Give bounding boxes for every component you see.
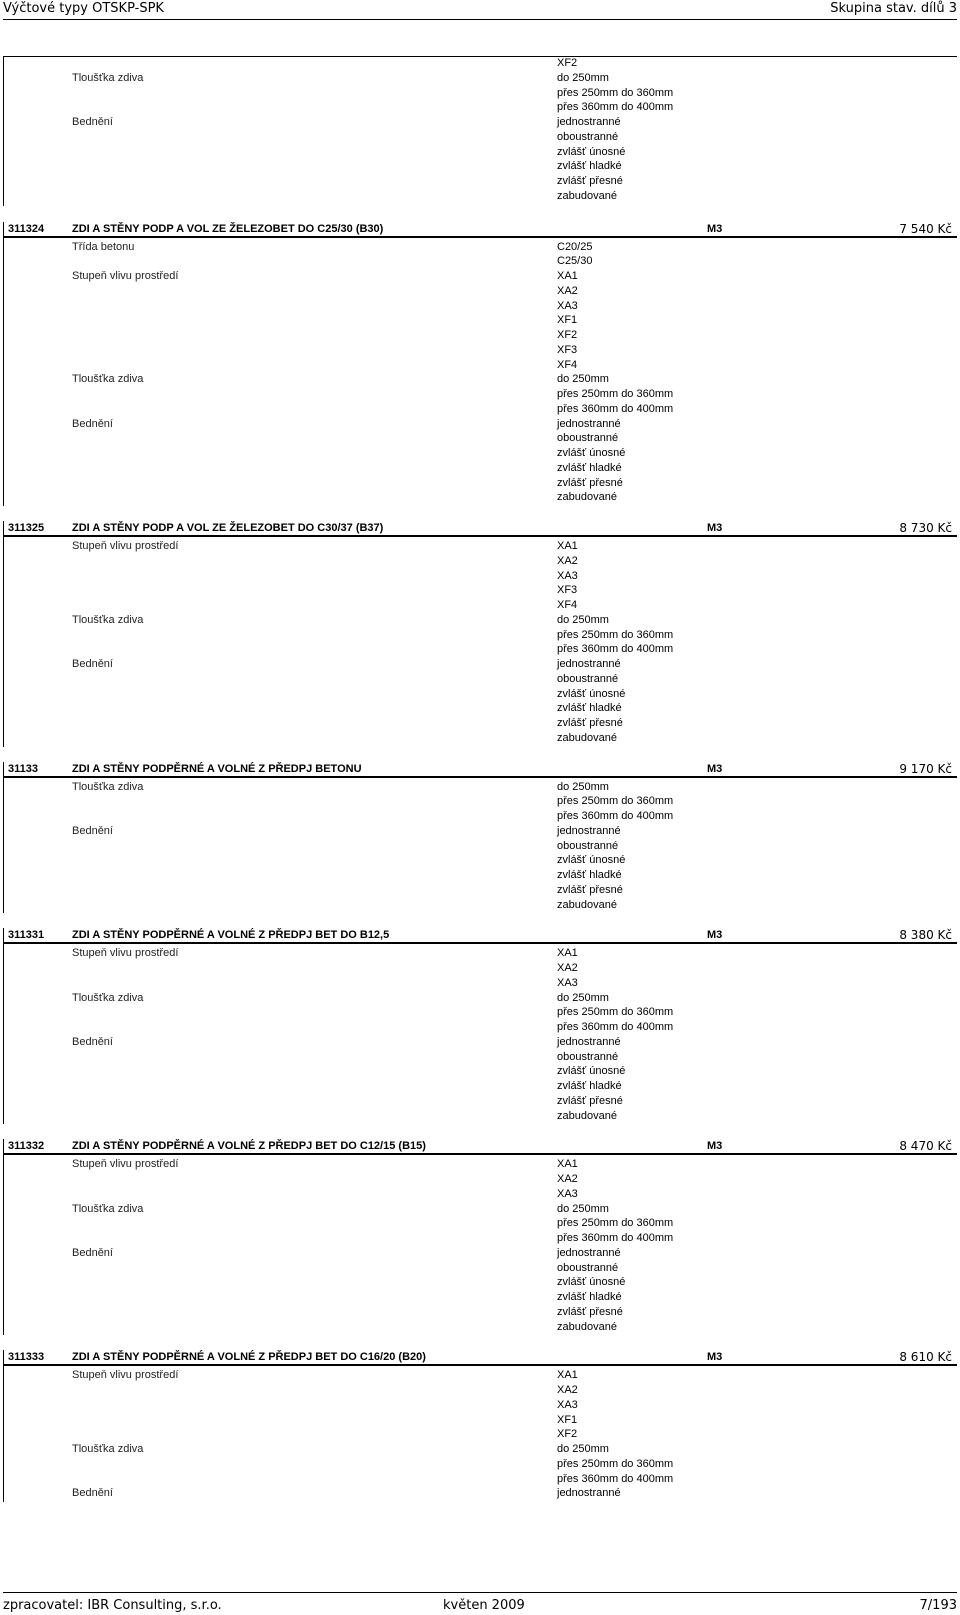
parameter-option: zvlášť přesné — [557, 175, 623, 187]
parameter-option: XA3 — [557, 299, 578, 312]
item-unit: M3 — [707, 1351, 723, 1364]
parameter-option: zabudované — [557, 731, 617, 744]
parameter-option: XA2 — [557, 1173, 578, 1185]
item-title: ZDI A STĚNY PODPĚRNÉ A VOLNÉ Z PŘEDPJ BETONU — [72, 762, 362, 775]
item-list — [0, 57, 960, 1557]
parameter-label: Bednění — [72, 658, 113, 670]
parameter-option: jednostranné — [557, 417, 621, 430]
parameter-option: zvlášť únosné — [557, 687, 626, 700]
parameter-option: XA3 — [557, 569, 578, 582]
parameter-option: XA1 — [557, 270, 578, 282]
parameter-option: oboustranné — [557, 839, 619, 852]
parameter-option: C20/25 — [557, 240, 593, 253]
header-title: Výčtové typy OTSKP-SPK — [3, 1, 164, 16]
item-unit: M3 — [707, 929, 723, 942]
parameter-option: oboustranné — [557, 432, 619, 445]
parameter-option: XA2 — [557, 1384, 578, 1396]
parameter-option: zabudované — [557, 898, 617, 911]
parameter-option: zvlášť únosné — [557, 447, 626, 459]
parameter-option: zvlášť hladké — [557, 702, 622, 715]
item-title: ZDI A STĚNY PODPĚRNÉ A VOLNÉ Z PŘEDPJ BET DO C12/15 (B15) — [72, 1140, 426, 1153]
parameter-option: XA2 — [557, 962, 578, 974]
parameter-option: XF1 — [557, 1413, 578, 1426]
item-rule — [3, 535, 957, 537]
item-title: ZDI A STĚNY PODPĚRNÉ A VOLNÉ Z PŘEDPJ BET DO C16/20 (B20) — [72, 1351, 426, 1364]
parameter-label: Stupeň vlivu prostředí — [72, 540, 179, 552]
item-price: 9 170 Kč — [899, 761, 952, 776]
item-unit: M3 — [707, 762, 723, 775]
parameter-option: XA3 — [557, 1187, 578, 1200]
item-rule — [3, 236, 957, 238]
parameter-option: XA1 — [557, 947, 578, 960]
parameter-option: přes 250mm do 360mm — [557, 795, 674, 808]
item-code: 311333 — [8, 1351, 45, 1364]
left-border — [3, 928, 4, 1124]
parameter-label: Stupeň vlivu prostředí — [72, 947, 179, 960]
parameter-option: do 250mm — [557, 613, 609, 626]
parameter-option: XA3 — [557, 1398, 578, 1411]
parameter-option: XA1 — [557, 1369, 578, 1382]
left-border — [3, 762, 4, 914]
item-unit: M3 — [707, 1140, 723, 1153]
item-code: 311325 — [8, 522, 45, 534]
item-rule — [3, 942, 957, 944]
parameter-option: do 250mm — [557, 1443, 609, 1455]
left-border — [3, 521, 4, 747]
parameter-label: Bednění — [72, 1035, 113, 1048]
parameter-option: zvlášť hladké — [557, 1291, 622, 1303]
parameter-label: Bednění — [72, 417, 113, 430]
header-rule — [3, 19, 957, 20]
item-unit: M3 — [707, 222, 723, 235]
parameter-option: XA2 — [557, 554, 578, 567]
item-title: ZDI A STĚNY PODP A VOL ZE ŽELEZOBET DO C30/37 (B37) — [72, 522, 384, 534]
item-code: 311331 — [8, 929, 45, 942]
parameter-label: Tloušťka zdiva — [72, 1443, 144, 1455]
parameter-option: zabudované — [557, 1320, 617, 1333]
page-footer — [0, 1590, 960, 1615]
parameter-option: zvlášť přesné — [557, 883, 623, 896]
parameter-option: do 250mm — [557, 780, 609, 793]
parameter-option: XF2 — [557, 57, 578, 69]
parameter-option: zvlášť únosné — [557, 1276, 626, 1289]
parameter-label: Stupeň vlivu prostředí — [72, 270, 179, 282]
parameter-option: XF1 — [557, 314, 578, 327]
parameter-option: C25/30 — [557, 255, 593, 268]
item-code: 311324 — [8, 222, 45, 235]
parameter-option: do 250mm — [557, 991, 609, 1004]
parameter-option: XF3 — [557, 584, 578, 597]
parameter-option: oboustranné — [557, 130, 619, 143]
parameter-label: Tloušťka zdiva — [72, 373, 144, 386]
left-border — [3, 222, 4, 507]
parameter-label: Bednění — [72, 1246, 113, 1259]
parameter-option: oboustranné — [557, 672, 619, 685]
parameter-option: zvlášť přesné — [557, 1305, 623, 1318]
parameter-option: oboustranné — [557, 1261, 619, 1274]
parameter-option: zvlášť hladké — [557, 869, 622, 881]
item-price: 8 380 Kč — [899, 928, 952, 943]
item-code: 311332 — [8, 1140, 45, 1153]
parameter-option: zvlášť přesné — [557, 1094, 623, 1107]
parameter-option: XA2 — [557, 284, 578, 297]
parameter-option: zvlášť hladké — [557, 1080, 622, 1092]
parameter-option: zvlášť únosné — [557, 1065, 626, 1078]
parameter-option: jednostranné — [557, 1246, 621, 1259]
parameter-option: přes 360mm do 400mm — [557, 101, 674, 114]
parameter-option: zvlášť hladké — [557, 160, 622, 173]
parameter-label: Stupeň vlivu prostředí — [72, 1158, 179, 1171]
parameter-label: Bednění — [72, 1487, 113, 1500]
parameter-label: Tloušťka zdiva — [72, 780, 144, 793]
parameter-option: přes 360mm do 400mm — [557, 1021, 674, 1033]
parameter-option: XF3 — [557, 343, 578, 356]
parameter-label: Bednění — [72, 116, 113, 128]
parameter-option: XA3 — [557, 976, 578, 989]
parameter-label: Tloušťka zdiva — [72, 71, 144, 84]
item-rule — [3, 1364, 957, 1366]
left-border — [3, 1139, 4, 1335]
parameter-option: jednostranné — [557, 1487, 621, 1500]
parameter-option: přes 360mm do 400mm — [557, 1472, 674, 1485]
footer-page-number: 7/193 — [919, 1598, 957, 1613]
parameter-option: přes 250mm do 360mm — [557, 1006, 674, 1019]
item-code: 31133 — [8, 762, 38, 775]
parameter-label: Tloušťka zdiva — [72, 613, 144, 626]
parameter-option: zvlášť přesné — [557, 717, 623, 729]
parameter-option: jednostranné — [557, 658, 621, 670]
parameter-option: XA1 — [557, 540, 578, 552]
parameter-option: přes 360mm do 400mm — [557, 402, 674, 415]
parameter-option: jednostranné — [557, 824, 621, 837]
item-price: 8 470 Kč — [899, 1139, 952, 1154]
parameter-option: oboustranné — [557, 1050, 619, 1063]
header-section: Skupina stav. dílů 3 — [830, 1, 957, 16]
parameter-option: přes 250mm do 360mm — [557, 628, 674, 641]
footer-rule — [3, 1592, 957, 1593]
parameter-option: přes 250mm do 360mm — [557, 1457, 674, 1470]
parameter-option: XF2 — [557, 1428, 578, 1441]
page-header — [0, 0, 960, 20]
parameter-label: Tloušťka zdiva — [72, 1202, 144, 1215]
footer-author: zpracovatel: IBR Consulting, s.r.o. — [3, 1598, 222, 1613]
item-title: ZDI A STĚNY PODPĚRNÉ A VOLNÉ Z PŘEDPJ BET DO B12,5 — [72, 929, 390, 942]
parameter-option: zvlášť únosné — [557, 854, 626, 867]
item-price: 8 730 Kč — [899, 521, 952, 535]
parameter-label: Bednění — [72, 824, 113, 837]
parameter-option: zabudované — [557, 189, 617, 202]
parameter-option: jednostranné — [557, 116, 621, 128]
parameter-option: přes 250mm do 360mm — [557, 1217, 674, 1230]
item-rule — [3, 776, 957, 778]
footer-date: květen 2009 — [443, 1598, 525, 1613]
parameter-option: zvlášť únosné — [557, 145, 626, 158]
left-border — [3, 1350, 4, 1502]
parameter-option: XF4 — [557, 358, 578, 371]
parameter-label: Tloušťka zdiva — [72, 991, 144, 1004]
parameter-option: XF2 — [557, 329, 578, 341]
parameter-option: zvlášť hladké — [557, 461, 622, 474]
item-price: 7 540 Kč — [899, 221, 952, 236]
item-unit: M3 — [707, 522, 723, 534]
item-title: ZDI A STĚNY PODP A VOL ZE ŽELEZOBET DO C25/30 (B30) — [72, 222, 384, 235]
parameter-option: XA1 — [557, 1158, 578, 1171]
left-border — [3, 56, 4, 206]
item-price: 8 610 Kč — [899, 1350, 952, 1365]
parameter-option: do 250mm — [557, 71, 609, 84]
parameter-label: Třída betonu — [72, 240, 135, 253]
parameter-option: přes 360mm do 400mm — [557, 810, 674, 822]
parameter-option: přes 250mm do 360mm — [557, 86, 674, 99]
parameter-option: zvlášť přesné — [557, 476, 623, 489]
parameter-option: XF4 — [557, 599, 578, 611]
parameter-option: přes 360mm do 400mm — [557, 1232, 674, 1244]
parameter-option: zabudované — [557, 491, 617, 504]
parameter-label: Stupeň vlivu prostředí — [72, 1369, 179, 1382]
parameter-option: zabudované — [557, 1109, 617, 1122]
parameter-option: do 250mm — [557, 1202, 609, 1215]
parameter-option: do 250mm — [557, 373, 609, 386]
item-rule — [3, 1153, 957, 1155]
parameter-option: jednostranné — [557, 1035, 621, 1048]
parameter-option: přes 360mm do 400mm — [557, 643, 674, 656]
parameter-option: přes 250mm do 360mm — [557, 388, 674, 400]
